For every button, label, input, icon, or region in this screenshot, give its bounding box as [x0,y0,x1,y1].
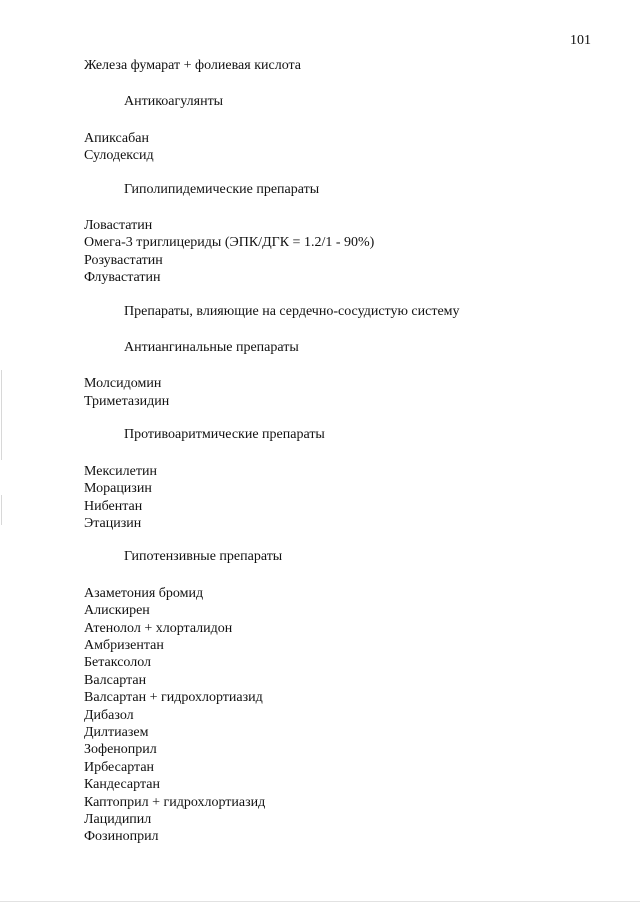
list-item: Триметазидин [84,393,170,409]
list-item: Апиксабан [84,130,149,146]
list-item: Амбризентан [84,637,164,653]
list-item: Молсидомин [84,376,162,392]
list-item: Кандесартан [84,777,160,793]
scan-edge-mark [1,495,2,525]
scan-edge-mark [1,370,2,460]
list-item: Зофеноприл [84,742,157,758]
list-item: Бетаксолол [84,655,152,671]
list-item: Этацизин [84,515,142,531]
list-item: Алискирен [84,603,150,619]
list-item: Фозиноприл [84,829,159,845]
list-item: Омега-3 триглицериды (ЭПК/ДГК = 1.2/1 - 90%) [84,235,375,251]
list-item: Валсартан [84,672,147,688]
section-heading: Препараты, влияющие на сердечно-сосудистую систему [124,303,460,319]
section-heading: Антиангинальные препараты [124,340,299,356]
section-heading: Антикоагулянты [124,94,224,110]
drug-list [84,57,604,846]
list-item: Железа фумарат + фолиевая кислота [84,58,302,73]
list-item: Флувастатин [84,270,161,286]
list-item: Лацидипил [84,812,152,827]
list-item: Валсартан + гидрохлортиазид [84,690,263,706]
section-heading: Гиполипидемические препараты [124,181,320,197]
list-item: Атенолол + хлорталидон [84,620,233,636]
list-item: Дилтиазем [84,724,149,740]
list-item: Азаметония бромид [84,585,204,601]
page-number: 101 [570,33,591,48]
list-item: Розувастатин [84,252,163,268]
list-item: Мексилетин [84,463,157,479]
list-item: Морацизин [84,481,152,497]
section-heading: Противоаритмические препараты [124,427,325,443]
list-item: Ловастатин [84,218,153,234]
list-item: Сулодексид [84,148,154,164]
list-item: Нибентан [84,498,143,514]
scan-bottom-edge [0,901,640,902]
list-item: Ирбесартан [84,759,155,775]
section-heading: Гипотензивные препараты [124,549,283,565]
list-item: Дибазол [84,707,134,723]
list-item: Каптоприл + гидрохлортиазид [84,794,266,810]
